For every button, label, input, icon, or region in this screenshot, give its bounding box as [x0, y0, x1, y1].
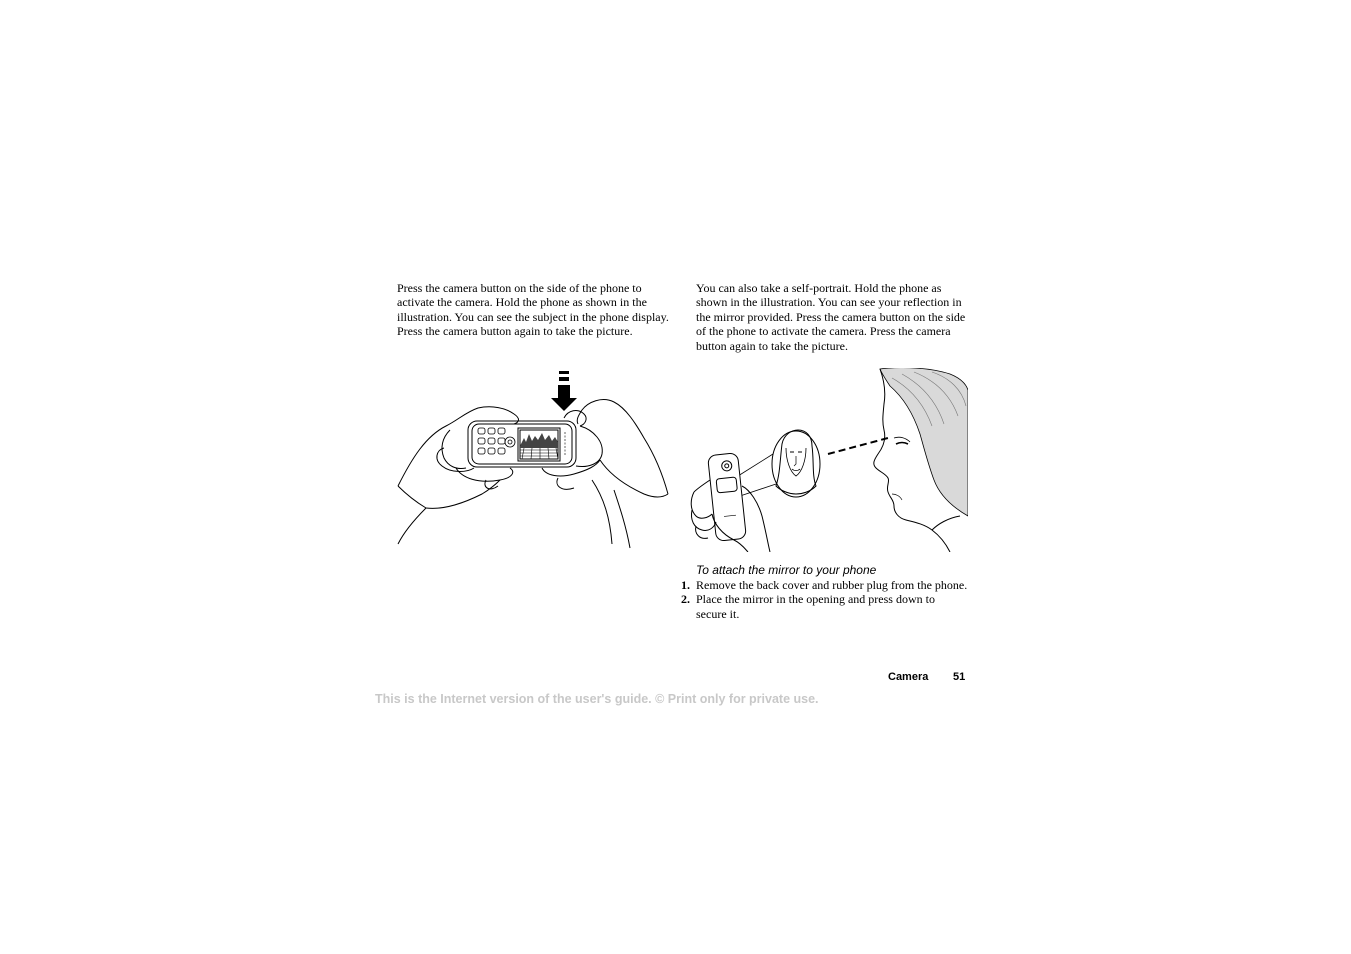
- page-number: 51: [953, 671, 966, 683]
- list-item: [681, 578, 968, 592]
- left-column: [397, 281, 669, 339]
- press-arrow-icon: [551, 371, 577, 411]
- list-item: [681, 592, 968, 621]
- footer-section-title: Camera: [888, 671, 929, 683]
- step-number: 2.: [681, 592, 690, 607]
- mirror-steps-list: [681, 578, 968, 621]
- mirror-instructions-heading: To attach the mirror to your phone: [696, 563, 877, 577]
- self-portrait-mirror-illustration: [688, 368, 968, 552]
- self-portrait-paragraph: You can also take a self-portrait. Hold the phone as shown in the illustration. You can see your reflection in the mirror provided. Press the camera button on the side of the phone to activate the camera. Press the camera button again to take the picture.: [696, 281, 966, 353]
- step-text: Remove the back cover and rubber plug from the phone.: [696, 578, 968, 592]
- camera-instructions-paragraph: Press the camera button on the side of the phone to activate the camera. Hold the phone as shown in the illustration. You can see the subject in the phone display. Press the camera button again to take the picture.: [397, 281, 669, 339]
- right-column: [696, 281, 968, 353]
- hands-holding-phone-illustration: [382, 368, 672, 552]
- step-text: Place the mirror in the opening and press down to secure it.: [696, 592, 935, 621]
- step-number: 1.: [681, 578, 690, 592]
- internet-version-watermark: This is the Internet version of the user's guide. © Print only for private use.: [375, 692, 819, 706]
